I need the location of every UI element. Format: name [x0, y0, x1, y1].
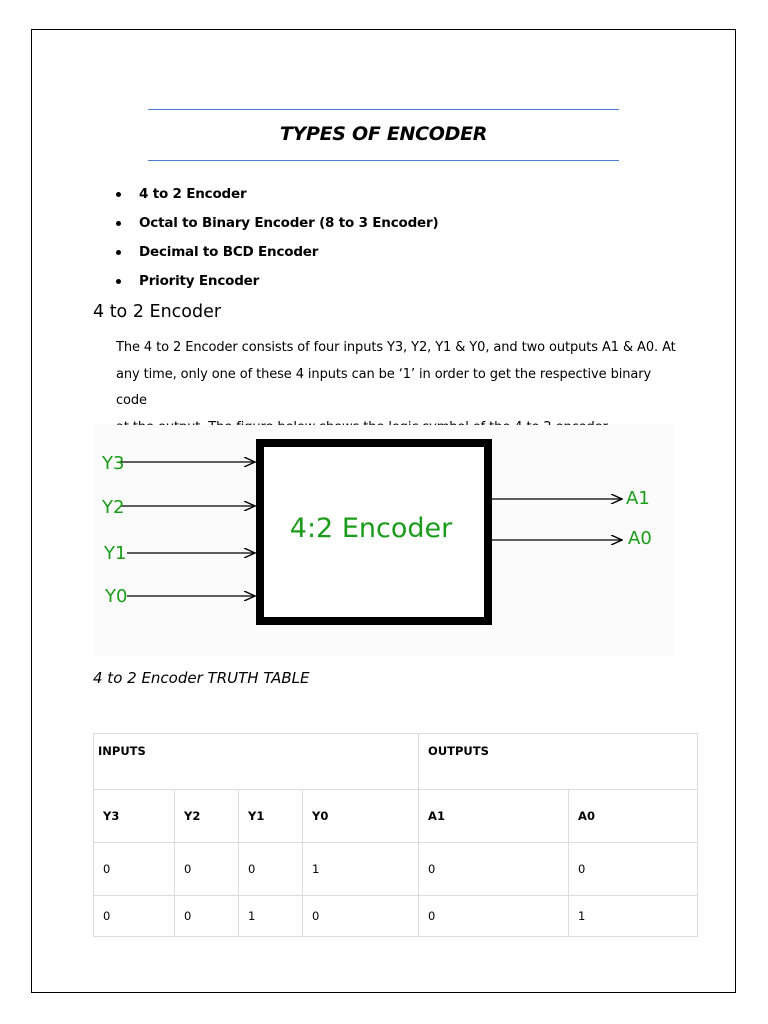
paragraph-line: The 4 to 2 Encoder consists of four inputs Y3, Y2, Y1 & Y0, and two outputs A1 & A0. At	[116, 340, 676, 355]
encoder-types-list	[112, 184, 438, 300]
group-header-outputs: OUTPUTS	[419, 734, 698, 790]
table-cell: 0	[175, 843, 239, 896]
table-group-header-row	[94, 734, 698, 790]
list-item: Priority Encoder	[112, 271, 438, 300]
table-cell: 0	[419, 843, 569, 896]
encoder-logic-symbol-figure	[95, 425, 673, 655]
list-item: Octal to Binary Encoder (8 to 3 Encoder)	[112, 213, 438, 242]
table-cell: 0	[94, 896, 175, 937]
column-header: A1	[419, 790, 569, 843]
input-label-y0: Y0	[105, 586, 128, 607]
title-rule-bottom	[148, 160, 619, 161]
table-cell: 0	[175, 896, 239, 937]
table-cell: 1	[303, 843, 419, 896]
table-caption: 4 to 2 Encoder TRUTH TABLE	[93, 669, 310, 687]
page-title: TYPES OF ENCODER	[279, 123, 488, 145]
table-cell: 0	[239, 843, 303, 896]
list-item: Decimal to BCD Encoder	[112, 242, 438, 271]
table-row	[94, 843, 698, 896]
column-header: Y2	[175, 790, 239, 843]
output-label-a1: A1	[626, 488, 650, 509]
table-header-row	[94, 790, 698, 843]
table-cell: 0	[303, 896, 419, 937]
input-label-y2: Y2	[102, 497, 125, 518]
truth-table	[93, 733, 698, 937]
column-header: Y0	[303, 790, 419, 843]
table-row	[94, 896, 698, 937]
table-cell: 0	[569, 843, 698, 896]
table-cell: 0	[94, 843, 175, 896]
input-label-y3: Y3	[102, 453, 125, 474]
table-cell: 1	[239, 896, 303, 937]
list-item: 4 to 2 Encoder	[112, 184, 438, 213]
title-rule-top	[148, 109, 619, 110]
column-header: Y3	[94, 790, 175, 843]
column-header: Y1	[239, 790, 303, 843]
table-cell: 0	[419, 896, 569, 937]
output-label-a0: A0	[628, 528, 652, 549]
input-label-y1: Y1	[104, 543, 127, 564]
table-cell: 1	[569, 896, 698, 937]
column-header: A0	[569, 790, 698, 843]
group-header-inputs: INPUTS	[94, 734, 419, 790]
paragraph-line: any time, only one of these 4 inputs can be ‘1’ in order to get the respective binary code	[116, 366, 652, 408]
encoder-block-label: 4:2 Encoder	[289, 513, 453, 544]
section-heading: 4 to 2 Encoder	[93, 302, 222, 322]
